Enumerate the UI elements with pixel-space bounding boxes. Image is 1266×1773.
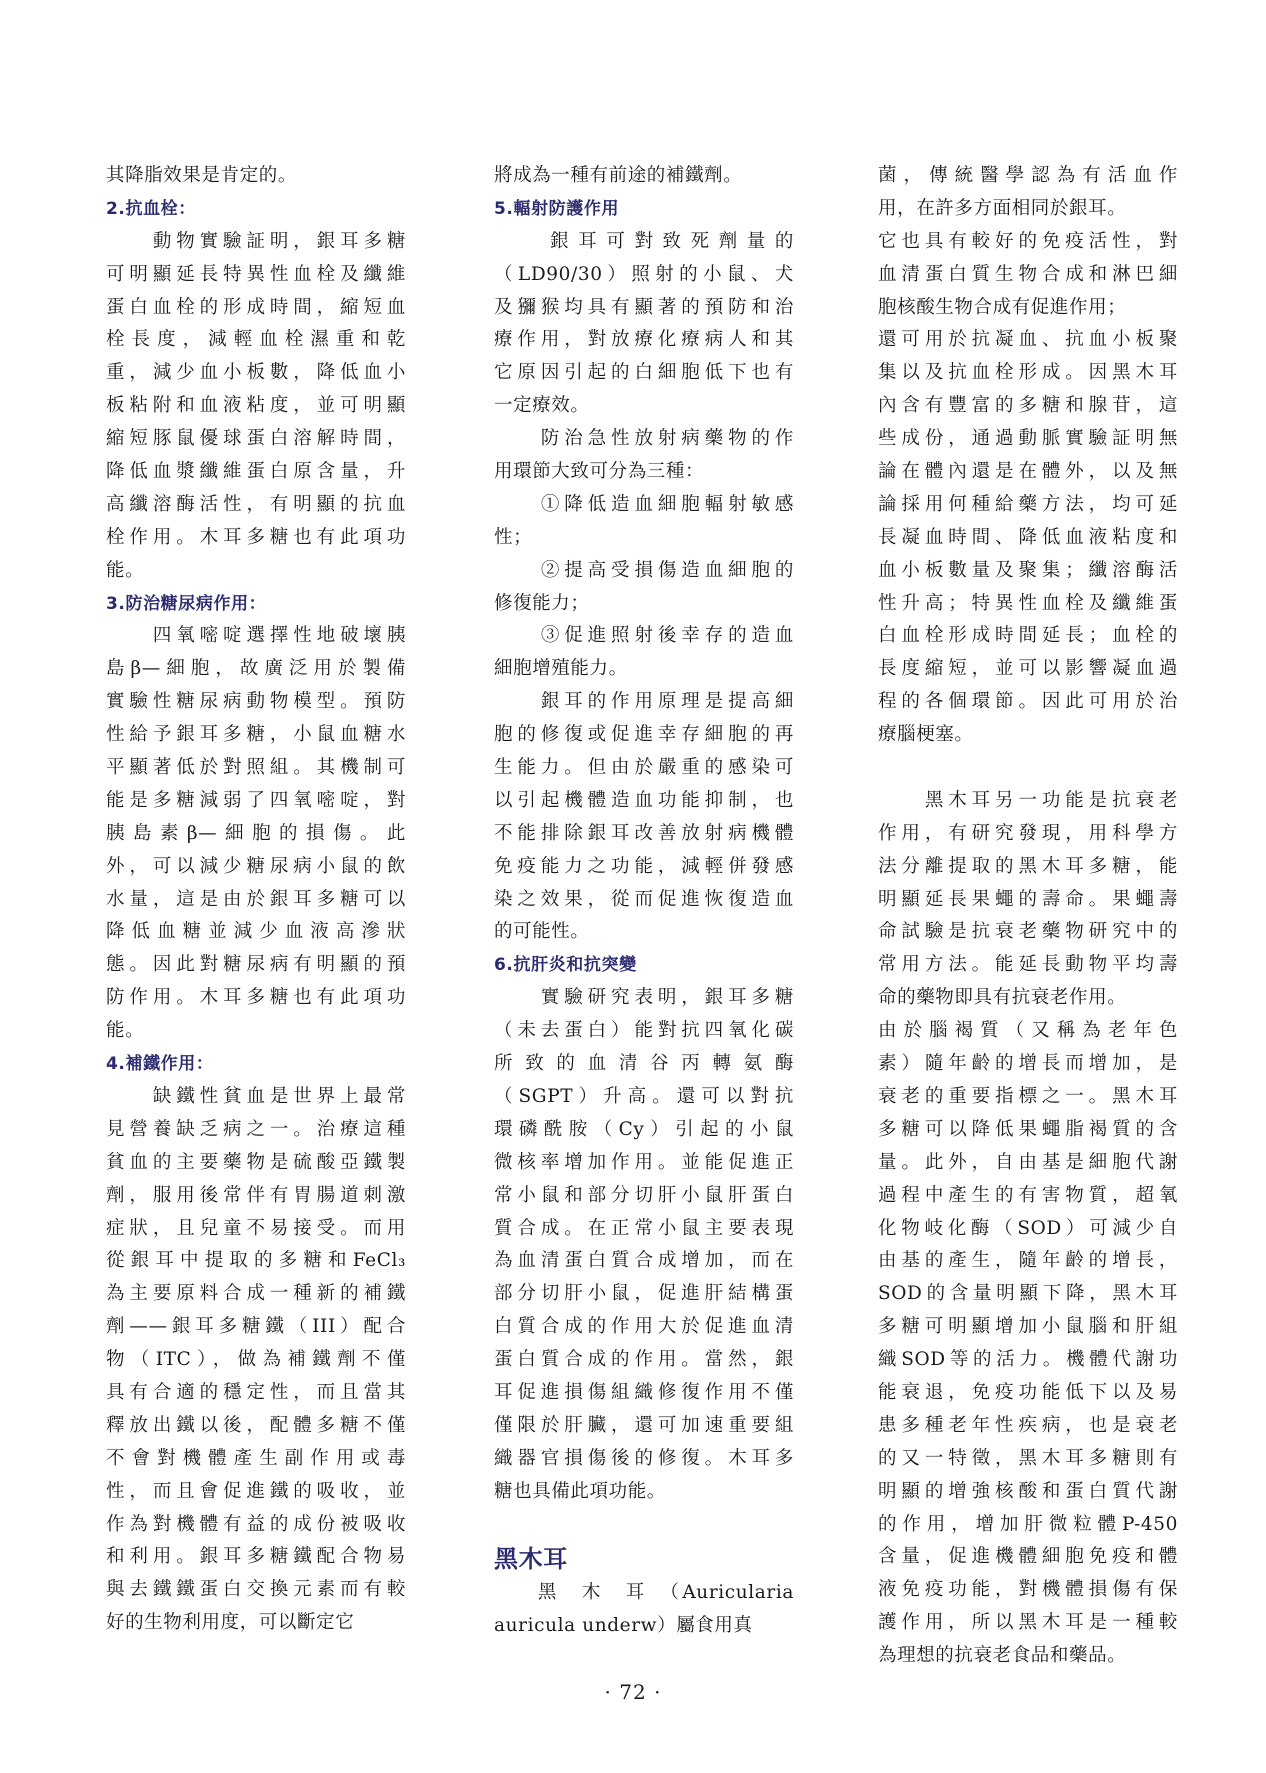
text-line: 島β—細胞，故廣泛用於製備: [106, 658, 406, 680]
text-line: 平顯著低於對照組。其機制可: [106, 757, 406, 779]
text-line: 降低血漿纖維蛋白原含量，升: [106, 461, 406, 483]
text-line: 療腦梗塞。: [878, 724, 974, 746]
text-line: 用環節大致可分為三種：: [494, 461, 705, 483]
text-line: 多糖可以降低果蠅脂褐質的含: [878, 1118, 1178, 1140]
text-line: 蛋白血栓的形成時間，縮短血: [106, 296, 406, 318]
text-line: 素）隨年齡的增長而增加，是: [878, 1053, 1178, 1075]
text-line: 的可能性。: [494, 921, 590, 943]
section-heading: 4.補鐵作用：: [106, 1054, 214, 1075]
text-line: （SGPT）升高。還可以對抗: [494, 1085, 794, 1107]
text-line: 症狀，且兒童不易接受。而用: [106, 1217, 406, 1239]
text-line: 貧血的主要藥物是硫酸亞鐵製: [106, 1151, 406, 1173]
text-line: 集以及抗血栓形成。因黑木耳: [878, 362, 1178, 384]
text-line: 長度縮短，並可以影響凝血過: [878, 658, 1178, 680]
text-line: 與去鐵鐵蛋白交換元素而有較: [106, 1579, 406, 1601]
text-line: 為主要原料合成一種新的補鐵: [106, 1283, 406, 1305]
text-line: 能。: [106, 559, 145, 581]
text-line: 和利用。銀耳多糖鐵配合物易: [106, 1546, 406, 1568]
text-line: 細胞增殖能力。: [494, 658, 628, 680]
text-line: 防治急性放射病藥物的作: [494, 428, 794, 450]
text-line: 釋放出鐵以後，配體多糖不僅: [106, 1414, 406, 1436]
text-line: 護作用，所以黑木耳是一種較: [878, 1612, 1178, 1634]
text-line: 白血栓形成時間延長；血栓的: [878, 625, 1178, 647]
text-line: 能是多糖減弱了四氧嘧啶，對: [106, 789, 406, 811]
text-line: 及獼猴均具有顯著的預防和治: [494, 296, 794, 318]
text-line: 療作用，對放療化療病人和其: [494, 329, 794, 351]
text-line: 過程中產生的有害物質，超氧: [878, 1184, 1178, 1206]
text-line: 實驗研究表明，銀耳多糖: [494, 987, 794, 1009]
text-line: 其降脂效果是肯定的。: [106, 165, 298, 186]
text-line: 僅限於肝臟，還可加速重要組: [494, 1414, 794, 1436]
text-line: 態。因此對糖尿病有明顯的預: [106, 954, 406, 976]
text-line: 還可用於抗凝血、抗血小板聚: [878, 329, 1178, 351]
text-line: 所致的血清谷丙轉氨酶: [494, 1053, 794, 1075]
text-line: 微核率增加作用。並能促進正: [494, 1151, 794, 1173]
text-line: 常用方法。能延長動物平均壽: [878, 954, 1178, 976]
text-line: 多糖可明顯增加小鼠腦和肝組: [878, 1316, 1178, 1338]
text-line: （LD90/30）照射的小鼠、犬: [494, 263, 794, 285]
text-line: 以引起機體造血功能抑制，也: [494, 789, 794, 811]
text-line: 織SOD等的活力。機體代謝功: [878, 1349, 1178, 1371]
text-line: 銀耳可對致死劑量的: [494, 230, 794, 252]
text-line: 血小板數量及聚集；纖溶酶活: [878, 559, 1178, 581]
text-line: 胰島素β—細胞的損傷。此: [106, 822, 406, 844]
text-line: 的又一特徵，黑木耳多糖則有: [878, 1447, 1178, 1469]
text-line: 含量，促進機體細胞免疫和體: [878, 1546, 1178, 1568]
text-line: 物（ITC），做為補鐵劑不僅: [106, 1349, 406, 1371]
text-line: 將成為一種有前途的補鐵劑。: [494, 165, 743, 186]
text-line: 防作用。木耳多糖也有此項功: [106, 987, 406, 1009]
text-line: 由基的產生，隨年齡的增長，: [878, 1250, 1178, 1272]
text-line: 明顯的增強核酸和蛋白質代謝: [878, 1480, 1178, 1502]
text-line: 菌，傳統醫學認為有活血作: [878, 165, 1178, 186]
text-line: 為理想的抗衰老食品和藥品。: [878, 1645, 1127, 1667]
text-line: 衰老的重要指標之一。黑木耳: [878, 1085, 1178, 1107]
text-line: 為血清蛋白質合成增加，而在: [494, 1250, 794, 1272]
text-line: 量。此外，自由基是細胞代謝: [878, 1151, 1178, 1173]
text-line: ③促進照射後幸存的造血: [494, 625, 794, 647]
text-line: 織器官損傷後的修復。木耳多: [494, 1447, 794, 1469]
text-line: 胞核酸生物合成有促進作用；: [878, 296, 1127, 318]
text-line: 重，減少血小板數，降低血小: [106, 362, 406, 384]
text-line: 它原因引起的白細胞低下也有: [494, 362, 794, 384]
paragraph-gap: [494, 1509, 794, 1542]
text-line: 耳促進損傷組織修復作用不僅: [494, 1381, 794, 1403]
text-line: 論在體內還是在體外，以及無: [878, 461, 1178, 483]
text-line: SOD的含量明顯下降，黑木耳: [878, 1283, 1178, 1305]
text-line: 質合成。在正常小鼠主要表現: [494, 1217, 794, 1239]
text-line: 性；: [494, 526, 533, 548]
text-column-2: [494, 160, 794, 1643]
text-line: 命試驗是抗衰老藥物研究中的: [878, 921, 1178, 943]
text-line: 常小鼠和部分切肝小鼠肝蛋白: [494, 1184, 794, 1206]
text-line: 能衰退，免疫功能低下以及易: [878, 1381, 1178, 1403]
text-line: 能。: [106, 1020, 145, 1042]
text-line: 板粘附和血液粘度，並可明顯: [106, 395, 406, 417]
text-line: 劑，服用後常伴有胃腸道刺激: [106, 1184, 406, 1206]
text-line: 縮短豚鼠優球蛋白溶解時間，: [106, 428, 406, 450]
text-line: 性升高；特異性血栓及纖維蛋: [878, 592, 1178, 614]
text-line: 胞的修復或促進幸存細胞的再: [494, 724, 794, 746]
text-line: 部分切肝小鼠，促進肝結構蛋: [494, 1283, 794, 1305]
text-line: 由於腦褐質（又稱為老年色: [878, 1020, 1178, 1042]
page-number: · 72 ·: [604, 1680, 662, 1704]
text-line: 白質合成的作用大於促進血清: [494, 1316, 794, 1338]
text-line: （未去蛋白）能對抗四氧化碳: [494, 1020, 794, 1042]
text-line: 命的藥物即具有抗衰老作用。: [878, 987, 1127, 1009]
text-line: 液免疫功能，對機體損傷有保: [878, 1579, 1178, 1601]
text-line: 些成份，通過動脈實驗証明無: [878, 428, 1178, 450]
text-line: 程的各個環節。因此可用於治: [878, 691, 1178, 713]
text-line: 黑木耳另一功能是抗衰老: [878, 789, 1178, 811]
text-line: 劑——銀耳多糖鐵（III）配合: [106, 1316, 406, 1338]
text-line: 化物岐化酶（SOD）可減少自: [878, 1217, 1178, 1239]
text-line: 動物實驗証明，銀耳多糖: [106, 230, 406, 252]
text-line: 不會對機體產生副作用或毒: [106, 1447, 406, 1469]
section-heading: 3.防治糖尿病作用：: [106, 593, 267, 614]
text-line: 免疫能力之功能，減輕併發感: [494, 855, 794, 877]
text-line: 不能排除銀耳改善放射病機體: [494, 822, 794, 844]
text-column-1: [106, 160, 406, 1640]
text-line: 用，在許多方面相同於銀耳。: [878, 197, 1127, 219]
text-line: 高纖溶酶活性，有明顯的抗血: [106, 493, 406, 515]
text-line: 見營養缺乏病之一。治療這種: [106, 1118, 406, 1140]
text-line: 水量，這是由於銀耳多糖可以: [106, 888, 406, 910]
text-line: 患多種老年性疾病，也是衰老: [878, 1414, 1178, 1436]
section-heading: 2.抗血栓：: [106, 198, 196, 219]
text-line: 法分離提取的黑木耳多糖，能: [878, 855, 1178, 877]
text-line: 一定療效。: [494, 395, 590, 417]
text-line: 論採用何種給藥方法，均可延: [878, 493, 1178, 515]
paragraph-gap: [878, 752, 1178, 785]
text-line: 糖也具備此項功能。: [494, 1480, 666, 1502]
text-line: 染之效果，從而促進恢復造血: [494, 888, 794, 910]
text-line: ①降低造血細胞輻射敏感: [494, 493, 794, 515]
text-line: 栓作用。木耳多糖也有此項功: [106, 526, 406, 548]
section-heading: 5.輻射防護作用: [494, 198, 620, 219]
text-line: 從銀耳中提取的多糖和FeCl₃: [106, 1250, 406, 1272]
text-line: 具有合適的穩定性，而且當其: [106, 1381, 406, 1403]
text-line: 它也具有較好的免疫活性，對: [878, 230, 1178, 252]
text-line: 可明顯延長特異性血栓及纖維: [106, 263, 406, 285]
text-line: 生能力。但由於嚴重的感染可: [494, 757, 794, 779]
section-heading: 6.抗肝炎和抗突變: [494, 955, 637, 976]
text-line: auricula underw）屬食用真: [494, 1615, 753, 1637]
text-line: 作為對機體有益的成份被吸收: [106, 1513, 406, 1535]
text-line: 內含有豐富的多糖和腺苷，這: [878, 395, 1178, 417]
text-line: 黑 木 耳 （Auricularia: [494, 1582, 794, 1604]
text-line: 栓長度，減輕血栓濕重和乾: [106, 329, 406, 351]
text-line: 蛋白質合成的作用。當然，銀: [494, 1349, 794, 1371]
section-title: 黑木耳: [494, 1545, 568, 1574]
text-line: 實驗性糖尿病動物模型。預防: [106, 691, 406, 713]
text-line: 銀耳的作用原理是提高細: [494, 691, 794, 713]
text-line: 的作用，增加肝微粒體P-450: [878, 1513, 1178, 1535]
text-line: 好的生物利用度，可以斷定它: [106, 1612, 355, 1634]
text-line: 性，而且會促進鐵的吸收，並: [106, 1480, 406, 1502]
text-line: 外，可以減少糖尿病小鼠的飲: [106, 855, 406, 877]
text-line: 降低血糖並減少血液高滲狀: [106, 921, 406, 943]
text-line: 明顯延長果蠅的壽命。果蠅壽: [878, 888, 1178, 910]
text-line: 作用，有研究發現，用科學方: [878, 822, 1178, 844]
text-line: 四氧嘧啶選擇性地破壞胰: [106, 625, 406, 647]
text-line: 長凝血時間、降低血液粘度和: [878, 526, 1178, 548]
text-column-3: [878, 160, 1178, 1673]
text-line: ②提高受損傷造血細胞的: [494, 559, 794, 581]
text-line: 血清蛋白質生物合成和淋巴細: [878, 263, 1178, 285]
text-line: 缺鐵性貧血是世界上最常: [106, 1085, 406, 1107]
text-line: 性給予銀耳多糖，小鼠血糖水: [106, 724, 406, 746]
text-line: 修復能力；: [494, 592, 590, 614]
text-line: 環磷酰胺（Cy）引起的小鼠: [494, 1118, 794, 1140]
